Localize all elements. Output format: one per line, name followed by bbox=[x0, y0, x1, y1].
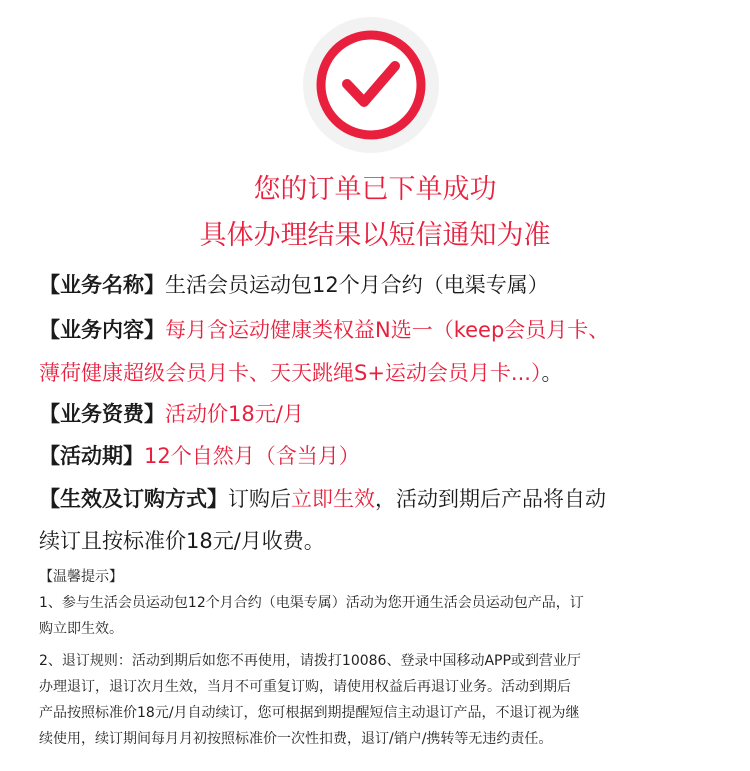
activity-period-label: 【活动期】 bbox=[39, 444, 144, 468]
business-content-value-2: 薄荷健康超级会员月卡、天天跳绳S+运动会员月卡...） bbox=[39, 361, 542, 385]
tips-item-2 bbox=[39, 648, 729, 752]
effect-method-row-2 bbox=[39, 524, 719, 558]
tips-item-2-line-4: 续使用，续订期间每月月初按照标准价一次性扣费，退订/销户/携转等无违约责任。 bbox=[39, 731, 553, 747]
tips-item-2-line-1: 2、退订规则：活动到期后如您不再使用，请拨打10086、登录中国移动APP或到营业厅 bbox=[39, 653, 581, 669]
activity-period-row bbox=[39, 439, 719, 473]
business-fee-label: 【业务资费】 bbox=[39, 402, 165, 426]
tips-item-1-line-1: 1、参与生活会员运动包12个月合约（电渠专属）活动为您开通生活会员运动包产品，订 bbox=[39, 595, 584, 611]
tips-item-2-line-3: 产品按照标准价18元/月自动续订，您可根据到期提醒短信主动退订产品，不退订视为继 bbox=[39, 705, 580, 721]
business-content-tail: 。 bbox=[541, 361, 563, 385]
tips-item-2-line-2: 办理退订，退订次月生效，当月不可重复订购，请使用权益后再退订业务。活动到期后 bbox=[39, 679, 571, 695]
business-content-row bbox=[39, 313, 719, 347]
effect-method-row bbox=[39, 482, 719, 516]
effect-method-line2: 续订且按标准价18元/月收费。 bbox=[39, 529, 325, 553]
tips-item-1 bbox=[39, 590, 729, 642]
success-title: 您的订单已下单成功 bbox=[253, 174, 497, 205]
business-name-row bbox=[39, 268, 719, 302]
business-content-row-2 bbox=[39, 356, 719, 390]
business-fee-value: 活动价18元/月 bbox=[165, 402, 304, 426]
activity-period-value: 12个自然月（含当月） bbox=[144, 444, 360, 468]
tips-item-1-line-2: 购立即生效。 bbox=[39, 621, 123, 637]
effect-method-label: 【生效及订购方式】 bbox=[39, 487, 228, 511]
effect-method-pre: 订购后 bbox=[228, 487, 291, 511]
success-checkmark-icon bbox=[302, 16, 440, 154]
business-fee-row bbox=[39, 397, 719, 431]
business-content-label: 【业务内容】 bbox=[39, 318, 165, 342]
effect-method-post: ，活动到期后产品将自动 bbox=[375, 487, 606, 511]
effect-method-highlight: 立即生效 bbox=[291, 487, 375, 511]
success-subtitle: 具体办理结果以短信通知为准 bbox=[199, 220, 551, 251]
tips-title: 【温馨提示】 bbox=[39, 569, 123, 585]
business-content-value: 每月含运动健康类权益N选一（keep会员月卡、 bbox=[165, 318, 610, 342]
business-name-value: 生活会员运动包12个月合约（电渠专属） bbox=[165, 273, 549, 297]
business-name-label: 【业务名称】 bbox=[39, 273, 165, 297]
